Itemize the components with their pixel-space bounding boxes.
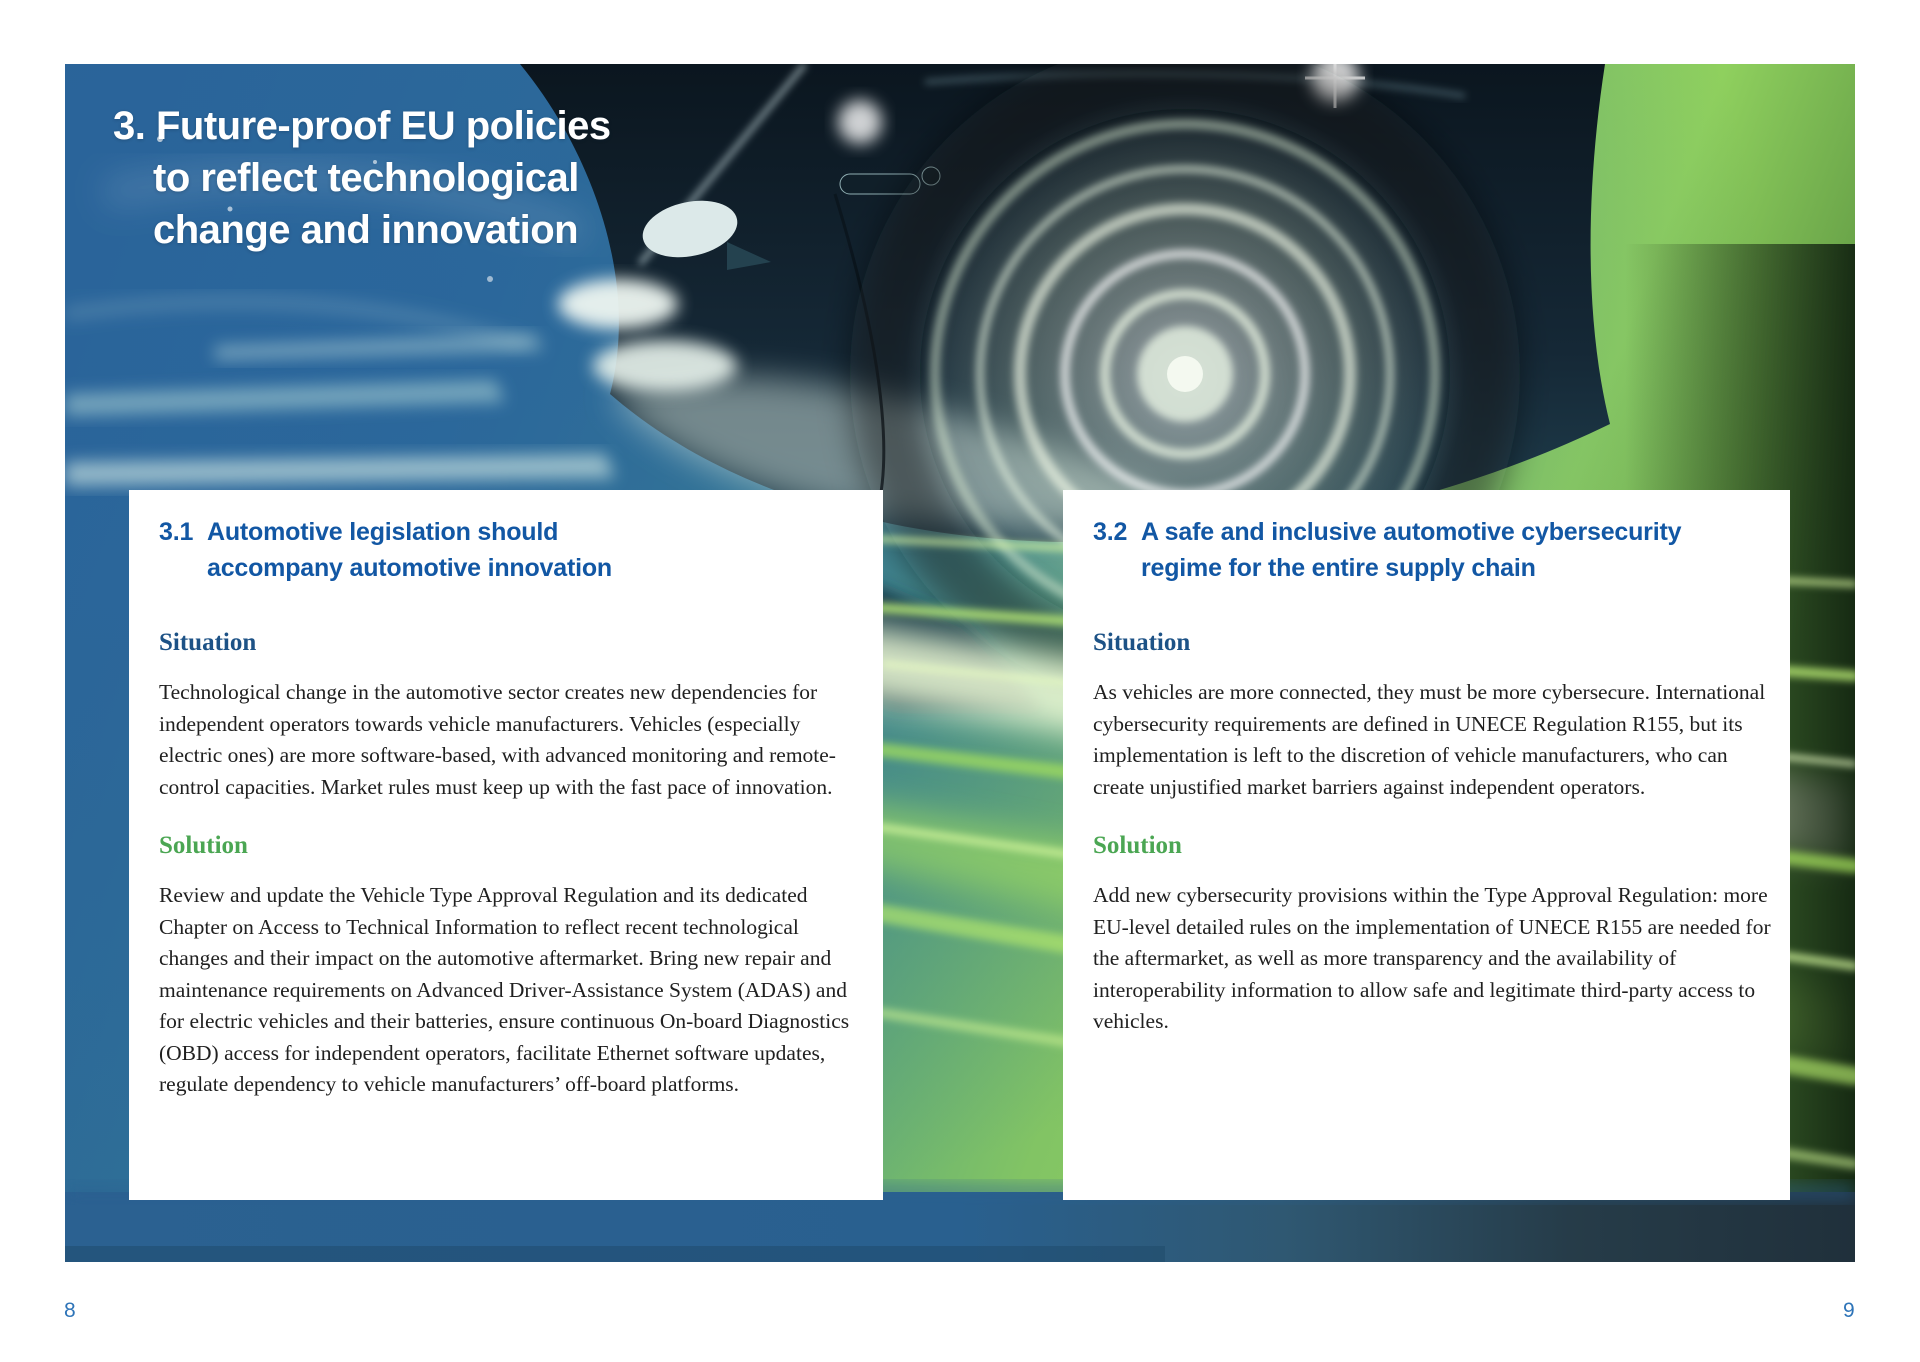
card-3-1-heading-line2: accompany automotive innovation — [207, 554, 612, 582]
situation-text: Technological change in the automotive sector creates new dependencies for independent operators towards vehicle manufacturers. Vehicles (especially electric ones) are more software-based, with advanced monitoring and remote-control capacities. Market rules must keep up with the fast pace of innovation. — [159, 680, 836, 799]
card-3-1-number: 3.1 — [159, 518, 194, 546]
page-number-right: 9 — [1843, 1299, 1855, 1322]
card-3-2 — [1063, 490, 1790, 1200]
solution-label: Solution — [159, 832, 248, 859]
situation-label: Situation — [1093, 629, 1191, 656]
card-3-1-heading — [159, 514, 867, 586]
solution-label: Solution — [1093, 832, 1182, 859]
card-3-2-number: 3.2 — [1093, 518, 1128, 546]
card-3-2-heading-line1: A safe and inclusive automotive cybersecurity — [1141, 518, 1682, 546]
card-3-2-heading-line2: regime for the entire supply chain — [1141, 554, 1536, 582]
page-number-left: 8 — [64, 1299, 76, 1322]
card-3-2-heading — [1093, 514, 1774, 586]
page-title-line-2: to reflect technological — [153, 156, 579, 200]
card-3-1 — [129, 490, 883, 1200]
page-title-line-3: change and innovation — [153, 208, 579, 252]
card-3-1-heading-line1: Automotive legislation should — [207, 518, 559, 546]
situation-text: As vehicles are more connected, they must be more cybersecure. International cybersecurity requirements are defined in UNECE Regulation R155, but its implementation is left to the discretion of vehicle manufacturers, who can create unjustified market barriers against independent operators. — [1093, 680, 1766, 799]
solution-text: Add new cybersecurity provisions within the Type Approval Regulation: more EU-level detailed rules on the implementation of UNECE R155 are needed for the aftermarket, as well as more transparency and the availability of interoperability information to allow safe and legitimate third-party access to vehicles. — [1093, 883, 1771, 1033]
page-title-line-1: 3. Future-proof EU policies — [113, 104, 611, 148]
page-title — [113, 100, 611, 256]
situation-label: Situation — [159, 629, 257, 656]
solution-text: Review and update the Vehicle Type Approval Regulation and its dedicated Chapter on Access to Technical Information to reflect recent technological changes and their impact on the automotive aftermarket. Bring new repair and maintenance requirements on Advanced Driver-Assistance System (ADAS) and for electric vehicles and their batteries, ensure continuous On-board Diagnostics (OBD) access for independent operators, facilitate Ethernet software updates, regulate dependency to vehicle manufacturers’ off-board platforms. — [159, 883, 850, 1096]
